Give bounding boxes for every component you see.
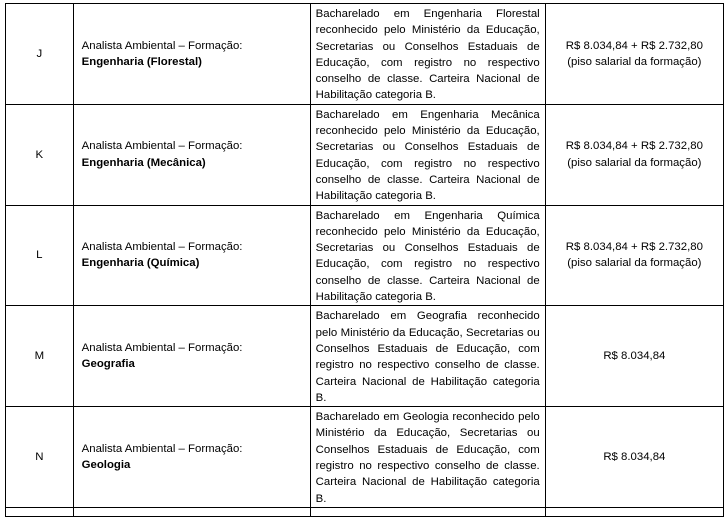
position-code: M — [6, 306, 74, 407]
position-specialty: Engenharia (Mecânica) — [81, 156, 206, 169]
table-row — [6, 4, 724, 105]
position-title: Analista Ambiental – Formação: — [81, 39, 243, 52]
salary-note: (piso salarial da formação) — [567, 55, 702, 68]
position-code: N — [6, 407, 74, 508]
position-cell — [73, 407, 310, 508]
position-title: Analista Ambiental – Formação: — [81, 140, 243, 153]
requirements-cell: Bacharelado em Geologia reconhecido pelo Ministério da Educação, Secretarias ou Conselhos Estaduais de Educação, com registro no respectivo conselho de classe. Carteira Nacional de Habilitação categoria B. — [310, 407, 545, 508]
salary-cell — [545, 4, 723, 105]
position-specialty: Engenharia (Química) — [81, 257, 200, 270]
position-specialty: Geologia — [81, 459, 131, 472]
table-row — [6, 407, 724, 508]
salary-value: R$ 8.034,84 + R$ 2.732,80 — [565, 241, 703, 254]
position-code: L — [6, 205, 74, 306]
position-specialty: Geografia — [81, 358, 135, 371]
position-title: Analista Ambiental – Formação: — [81, 241, 243, 254]
table-row — [6, 306, 724, 407]
salary-value: R$ 8.034,84 — [603, 450, 666, 463]
table-row — [6, 104, 724, 205]
requirements-cell: Bacharelado em Engenharia Mecânica reconhecido pelo Ministério da Educação, Secretarias ou Conselhos Estaduais de Educação, com registro no respectivo conselho de classe. Carteira Nacional de Habilitação categoria B. — [310, 104, 545, 205]
requirements-cell: Bacharelado em Geografia reconhecido pelo Ministério da Educação, Secretarias ou Conselhos Estaduais de Educação, com registro no respectivo conselho de classe. Carteira Nacional de Habilitação categoria B. — [310, 306, 545, 407]
salary-value: R$ 8.034,84 — [603, 350, 666, 363]
position-code: J — [6, 4, 74, 105]
salary-note: (piso salarial da formação) — [567, 257, 702, 270]
position-cell — [73, 306, 310, 407]
cell-empty — [6, 507, 74, 516]
position-cell — [73, 4, 310, 105]
requirements-cell: Bacharelado em Engenharia Florestal reconhecido pelo Ministério da Educação, Secretarias ou Conselhos Estaduais de Educação, com registro no respectivo conselho de classe. Carteira Nacional de Habilitação categoria B. — [310, 4, 545, 105]
salary-cell — [545, 205, 723, 306]
salary-value: R$ 8.034,84 + R$ 2.732,80 — [565, 140, 703, 153]
cell-empty — [545, 507, 723, 516]
salary-cell — [545, 306, 723, 407]
position-specialty: Engenharia (Florestal) — [81, 55, 202, 68]
position-code: K — [6, 104, 74, 205]
positions-table — [5, 3, 724, 517]
salary-cell — [545, 104, 723, 205]
position-title: Analista Ambiental – Formação: — [81, 442, 243, 455]
salary-cell — [545, 407, 723, 508]
cell-empty — [310, 507, 545, 516]
salary-note: (piso salarial da formação) — [567, 156, 702, 169]
requirements-cell: Bacharelado em Engenharia Química reconhecido pelo Ministério da Educação, Secretarias ou Conselhos Estaduais de Educação, com registro no respectivo conselho de classe. Carteira Nacional de Habilitação categoria B. — [310, 205, 545, 306]
position-cell — [73, 104, 310, 205]
position-title: Analista Ambiental – Formação: — [81, 341, 243, 354]
table-row-partial — [6, 507, 724, 516]
position-cell — [73, 205, 310, 306]
cell-empty — [73, 507, 310, 516]
salary-value: R$ 8.034,84 + R$ 2.732,80 — [565, 39, 703, 52]
table-row — [6, 205, 724, 306]
